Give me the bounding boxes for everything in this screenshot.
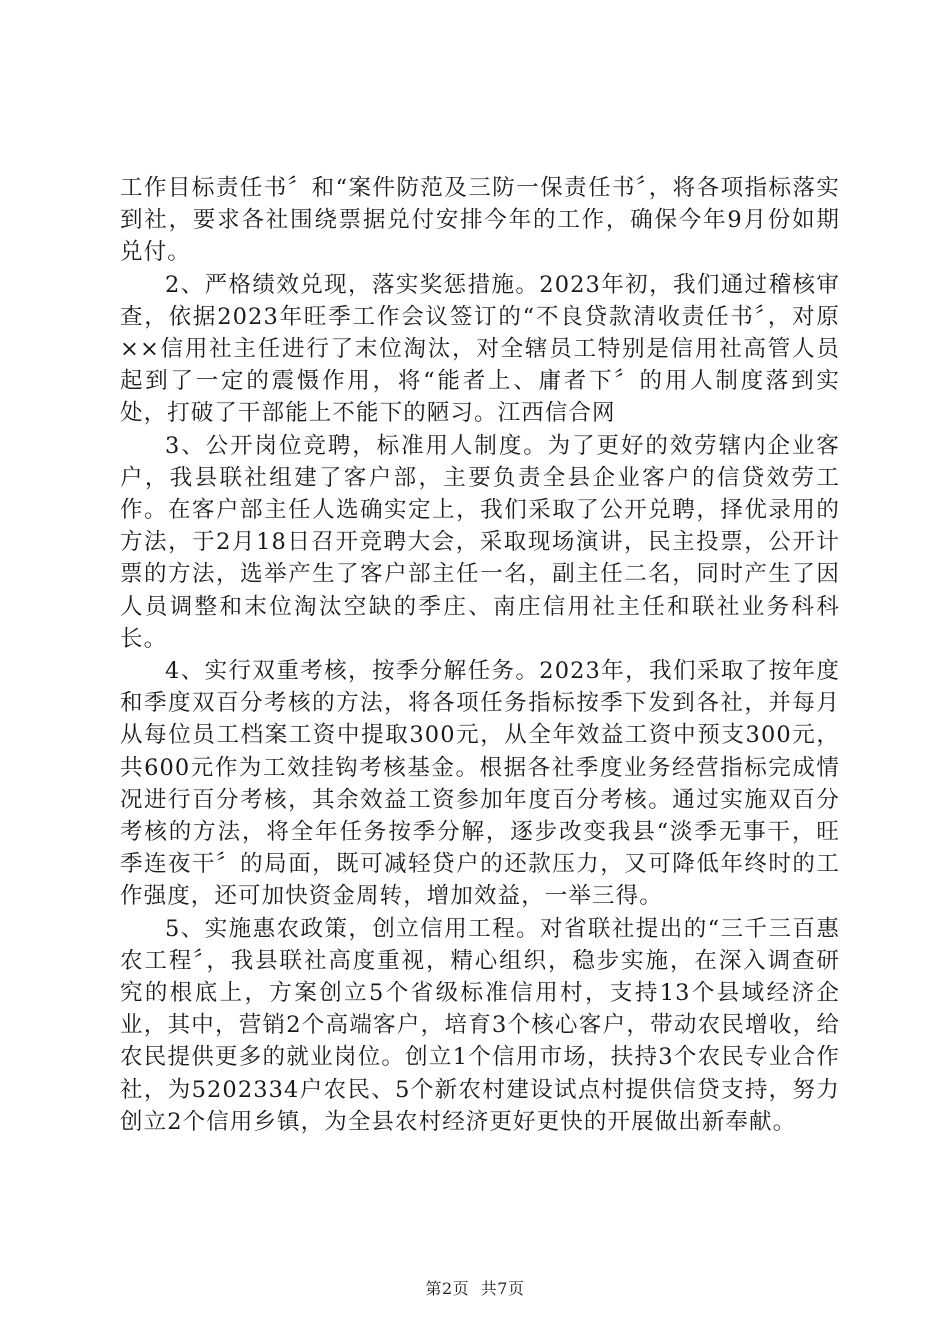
paragraph-item-3: 3、公开岗位竞聘，标准用人制度。为了更好的效劳辖内企业客户，我县联社组建了客户部，主要负责全县企业客户的信贷效劳工作。在客户部主任人选确实定上，我们采取了公开兑聘，择优录用的方法，于2月18日召开竞聘大会，采取现场演讲，民主投票，公开计票的方法，选举产生了客户部主任一名，副主任二名，同时产生了因人员调整和末位淘汰空缺的季庄、南庄信用社主任和联社业务科科长。 <box>120 432 840 652</box>
page-footer <box>0 1276 950 1299</box>
paragraph-item-5: 5、实施惠农政策，创立信用工程。对省联社提出的“三千三百惠农工程〞，我县联社高度重视，精心组织，稳步实施，在深入调查研究的根底上，方案创立5个省级标准信用村，支持13个县域经济企业，其中，营销2个高端客户，培育3个核心客户，带动农民增收，给农民提供更多的就业岗位。创立1个信用市场，扶持3个农民专业合作社，为5202334户农民、5个新农村建设试点村提供信贷支持，努力创立2个信用乡镇，为全县农村经济更好更快的开展做出新奉献。 <box>120 915 840 1135</box>
page-number: 第2页 <box>425 1279 470 1298</box>
page-total: 共7页 <box>480 1279 525 1298</box>
paragraph-item-2: 2、严格绩效兑现，落实奖惩措施。2023年初，我们通过稽核审查，依据2023年旺季工作会议签订的“不良贷款清收责任书〞，对原××信用社主任进行了末位淘汰，对全辖员工特别是信用社高管人员起到了一定的震慑作用，将“能者上、庸者下〞的用人制度落到实处，打破了干部能上不能下的陋习。江西信合网 <box>120 271 840 427</box>
document-body <box>120 172 840 1138</box>
paragraph-item-4: 4、实行双重考核，按季分解任务。2023年，我们采取了按年度和季度双百分考核的方法，将各项任务指标按季下发到各社，并每月从每位员工档案工资中提取300元，从全年效益工资中预支300元，共600元作为工效挂钩考核基金。根据各社季度业务经营指标完成情况进行百分考核，其余效益工资参加年度百分考核。通过实施双百分考核的方法，将全年任务按季分解，逐步改变我县“淡季无事干，旺季连夜干〞的局面，既可减轻贷户的还款压力，又可降低年终时的工作强度，还可加快资金周转，增加效益，一举三得。 <box>120 658 840 910</box>
paragraph-continuation: 工作目标责任书〞和“案件防范及三防一保责任书〞，将各项指标落实到社，要求各社围绕票据兑付安排今年的工作，确保今年9月份如期兑付。 <box>120 175 840 266</box>
